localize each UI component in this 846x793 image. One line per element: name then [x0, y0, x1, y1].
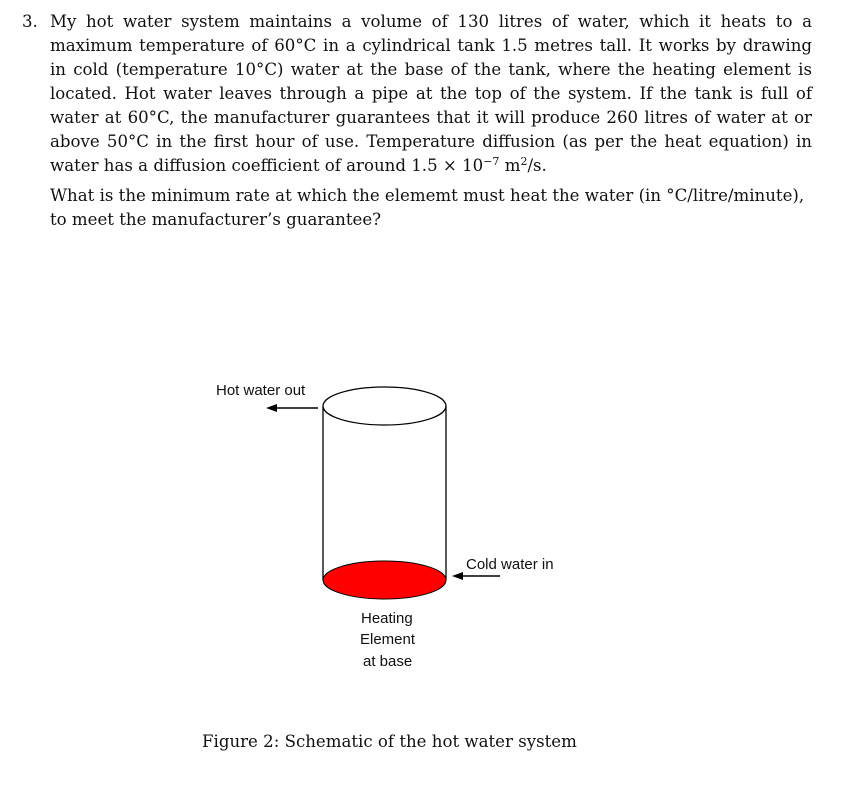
- unit-per-second: /s.: [527, 156, 547, 175]
- question-line-2: to meet the manufacturer’s guarantee?: [50, 210, 382, 229]
- tank-top: [323, 387, 446, 425]
- hot-water-out-arrowhead: [266, 404, 277, 412]
- problem-line-4: element is located. Hot water leaves through a pipe at the top of the system. If the: [50, 60, 812, 103]
- problem-line-1: My hot water system maintains a volume of 130 litres of water, which it heats to: [50, 12, 793, 31]
- problem-number: 3.: [22, 12, 38, 31]
- exponent: −7: [483, 155, 500, 168]
- unit-m: m: [499, 156, 521, 175]
- heating-element-label-line-1: Heating: [361, 610, 413, 627]
- cold-water-in-label: Cold water in: [466, 556, 554, 573]
- figure-caption: Figure 2: Schematic of the hot water system: [202, 732, 577, 751]
- problem-line-7-text: per the heat equation) in water has a diffusion coefficient of around 1.5 × 10: [50, 132, 812, 175]
- heating-element: [323, 561, 446, 599]
- problem-line-6: litres of water at or above 50°C in the first hour of use. Temperature diffusion (as: [50, 108, 812, 151]
- question-line-1: What is the minimum rate at which the elememt must heat the water (in °C/litre/minute),: [50, 186, 805, 205]
- hot-water-out-label: Hot water out: [216, 382, 306, 399]
- problem-line-3: drawing in cold (temperature 10°C) water at the base of the tank, where the heating: [50, 36, 813, 79]
- problem-line-5: tank is full of water at 60°C, the manufacturer guarantees that it will produce 260: [50, 84, 812, 127]
- exponent-squared: 2: [520, 155, 528, 168]
- problem-line-2: a maximum temperature of 60°C in a cylindrical tank 1.5 metres tall. It works by: [50, 12, 812, 55]
- cold-water-in-arrowhead: [452, 572, 463, 580]
- heating-element-label-line-2: Element: [360, 631, 416, 648]
- heating-element-label-line-3: at base: [363, 653, 413, 670]
